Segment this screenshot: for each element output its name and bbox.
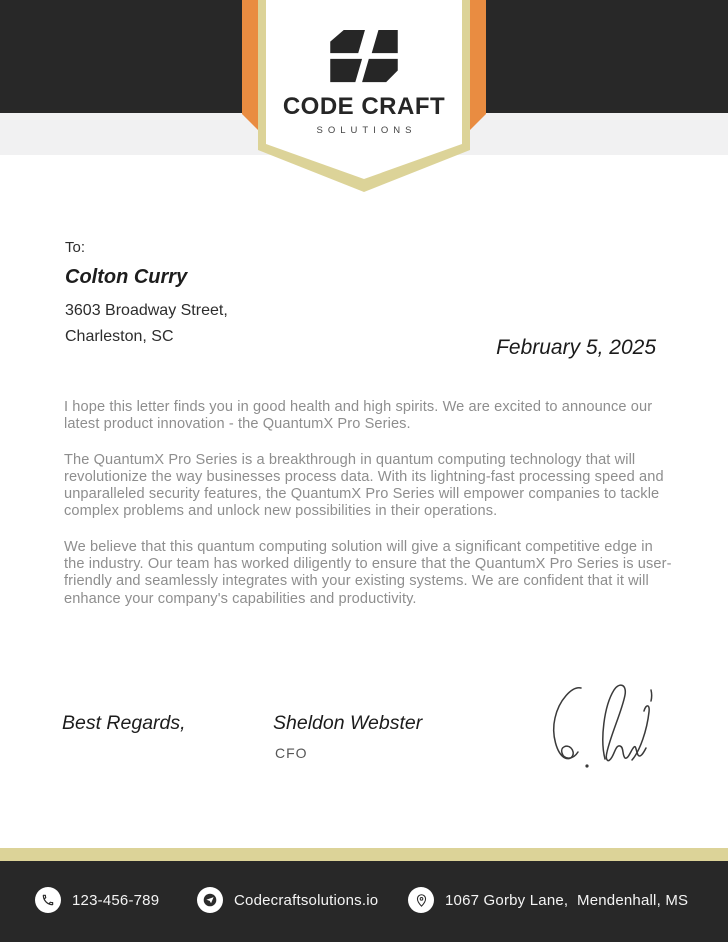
phone-icon bbox=[35, 887, 61, 913]
letter-body bbox=[64, 399, 672, 626]
valediction: Best Regards, bbox=[62, 712, 186, 734]
letter-date: February 5, 2025 bbox=[496, 336, 656, 359]
recipient-name: Colton Curry bbox=[65, 266, 188, 288]
location-pin-icon bbox=[408, 887, 434, 913]
badge-content bbox=[258, 0, 470, 136]
handwritten-signature bbox=[515, 678, 655, 773]
brand-badge bbox=[242, 0, 486, 196]
recipient-block bbox=[65, 238, 228, 350]
signer-title: CFO bbox=[275, 745, 308, 761]
paragraph-2: The QuantumX Pro Series is a breakthrough in quantum computing technology that will revolutionize the way businesses process data. With its lightning-fast processing speed and unparalleled security features, the QuantumX Pro Series will empower companies to tackle complex problems and unlock new possibilities in their operations. bbox=[64, 451, 664, 520]
footer-item-website bbox=[197, 887, 378, 913]
paragraph-1: I hope this letter finds you in good health and high spirits. We are excited to announce our latest product innovation - the QuantumX Pro Series. bbox=[64, 399, 653, 433]
send-icon bbox=[197, 887, 223, 913]
brand-name: CODE CRAFT bbox=[282, 93, 446, 120]
to-label: To: bbox=[65, 239, 86, 256]
signer-name: Sheldon Webster bbox=[273, 712, 423, 734]
brand-tagline: SOLUTIONS bbox=[316, 125, 417, 136]
paragraph-3: We believe that this quantum computing solution will give a significant competitive edge in the industry. Our team has worked diligently to ensure that the QuantumX Pro Series is user-friendly and seamlessly integrates with your existing systems. We are confident that it will enhance your company's capabilities and productivity. bbox=[64, 538, 672, 607]
footer-phone-text: 123-456-789 bbox=[72, 891, 160, 909]
footer-website-text: Codecraftsolutions.io bbox=[234, 891, 379, 909]
footer-item-address bbox=[408, 887, 688, 913]
footer-accent-stripe bbox=[0, 848, 728, 861]
recipient-address-line2: Charleston, SC bbox=[65, 328, 174, 345]
double-slash-blocks-icon bbox=[327, 30, 401, 84]
footer-bar bbox=[0, 861, 728, 942]
footer-item-phone bbox=[35, 887, 159, 913]
recipient-address-line1: 3603 Broadway Street, bbox=[65, 302, 228, 319]
footer-address-text: 1067 Gorby Lane, Mendenhall, MS bbox=[445, 891, 689, 909]
